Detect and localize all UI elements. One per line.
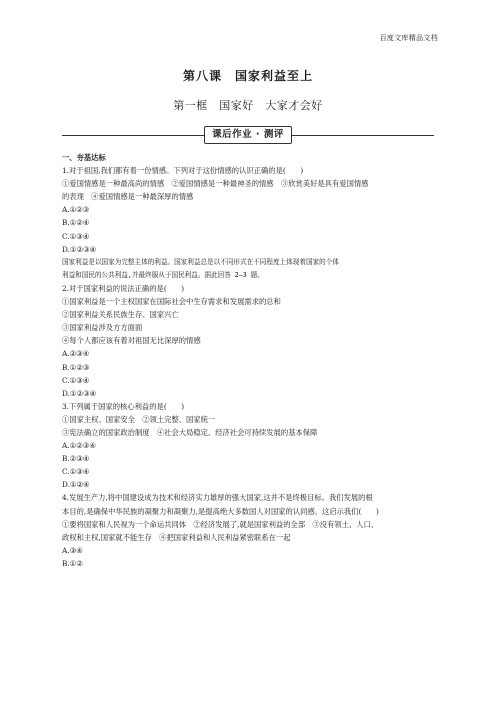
question-4-stem: 4.发展生产力,将中国建设成为技术和经济实力雄厚的强大国家,这并不是终极目标。我们发展的根 bbox=[62, 493, 373, 503]
question-3-statements: ①国家主权、国家安全 ②领土完整、国家统一 bbox=[62, 414, 216, 424]
question-2-statement: ③国家利益涉及方方面面 bbox=[62, 323, 143, 333]
reading-material: 国家利益是以国家为完整主体的利益。国家利益总是以不同形式在不同程度上体现着国家的个体 bbox=[62, 257, 339, 266]
question-4-statements: ①要将国家和人民视为一个命运共同体 ②经济发展了,就是国家利益的全部 ③没有领土、人口、 bbox=[62, 519, 379, 529]
question-2-statement: ④每个人都应该有着对祖国无比深厚的情感 bbox=[62, 336, 201, 346]
question-1-statements: ①爱国情感是一种最高尚的情感 ②爱国情感是一种最神圣的情感 ③欣赏美好是具有爱国情感 bbox=[62, 179, 369, 189]
section-heading: 一、夯基达标 bbox=[62, 153, 106, 162]
lesson-subtitle: 第一框 国家好 大家才会好 bbox=[173, 99, 323, 112]
question-3-statements: ③宪法确立的国家政治制度 ④社会大局稳定、经济社会可持续发展的基本保障 bbox=[62, 427, 318, 437]
question-2-statement: ②国家利益关系民族生存、国家兴亡 bbox=[62, 310, 179, 320]
section-banner bbox=[62, 126, 434, 144]
question-2-statement: ①国家利益是一个主权国家在国际社会中生存需求和发展需求的总和 bbox=[62, 297, 281, 307]
question-3-option-d: D.①②④ bbox=[62, 480, 90, 490]
question-2-option-d: D.①②③④ bbox=[62, 388, 97, 398]
question-1-option-c: C.①③④ bbox=[62, 231, 90, 241]
question-4-option-b: B.①② bbox=[62, 558, 83, 568]
lesson-title: 第八课 国家利益至上 bbox=[182, 69, 313, 83]
exercise-content bbox=[62, 151, 440, 570]
question-1-option-d: D.①②③④ bbox=[62, 244, 97, 254]
question-2-option-a: A.②③④ bbox=[62, 349, 90, 359]
question-1-statements: 的表现 ④爱国情感是一种最深厚的情感 bbox=[62, 192, 194, 202]
question-4-statements: 政权和主权,国家就不能生存 ④把国家利益和人民利益紧密联系在一起 bbox=[62, 532, 291, 542]
question-1-option-b: B.①②④ bbox=[62, 218, 90, 228]
watermark-text: 百度文库精品文档 bbox=[379, 34, 438, 42]
question-3-option-a: A.①②③④ bbox=[62, 441, 96, 451]
question-4-option-a: A.③④ bbox=[62, 545, 83, 555]
question-3-option-c: C.①③④ bbox=[62, 467, 90, 477]
question-2-stem: 2.对于国家利益的说法正确的是( ) bbox=[62, 283, 185, 293]
banner-tag bbox=[204, 126, 292, 144]
question-4-stem: 本目的,是确保中华民族的凝聚力和凝聚力,是提高绝大多数国人对国家的认同感。这启示我们( ) bbox=[62, 506, 379, 516]
question-2-option-c: C.①③④ bbox=[62, 375, 90, 385]
question-3-stem: 3.下列属于国家的核心利益的是( ) bbox=[62, 401, 185, 411]
banner-label: 课后作业 · bbox=[212, 129, 264, 140]
reading-material: 利益和国民的公共利益,并最终服从于国民利益。据此回答 2—3 题。 bbox=[62, 270, 264, 279]
question-1-option-a: A.①②③ bbox=[62, 205, 90, 215]
question-3-option-b: B.②③④ bbox=[62, 454, 90, 464]
question-1-stem: 1.对于祖国,我们都有着一份情感。下列对于这份情感的认识正确的是( ) bbox=[62, 166, 304, 176]
banner-label-accent: 测评 bbox=[263, 129, 284, 140]
question-2-option-b: B.①②③ bbox=[62, 362, 90, 372]
